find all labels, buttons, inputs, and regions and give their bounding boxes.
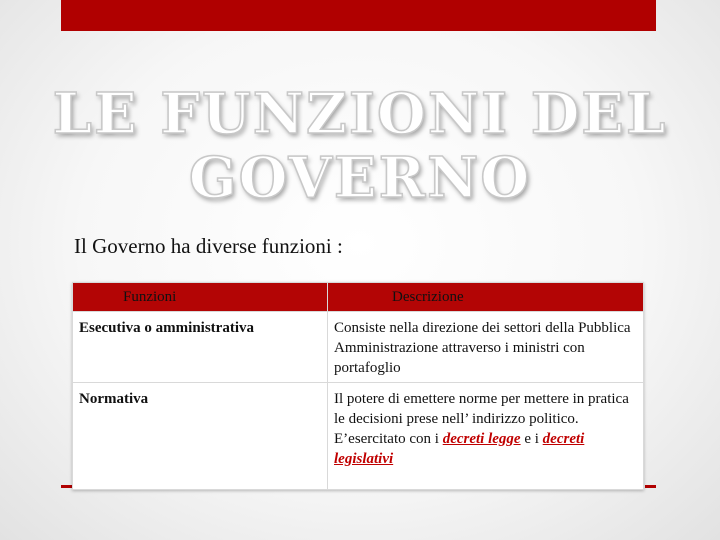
function-description xyxy=(328,383,644,490)
function-name: Normativa xyxy=(73,383,328,490)
description-text: Il potere di emettere norme per mettere in pratica le decisioni prese nell’ indirizzo politico. xyxy=(334,391,629,427)
functions-table xyxy=(72,282,644,490)
table-row xyxy=(73,312,644,383)
highlight-decreti-legge: decreti legge xyxy=(442,431,521,447)
header-funzioni: Funzioni xyxy=(73,283,328,312)
table-header-row xyxy=(73,283,644,312)
intro-text: Il Governo ha diverse funzioni : xyxy=(74,234,343,258)
left-accent-line xyxy=(61,485,72,488)
function-name: Esecutiva o amministrativa xyxy=(73,312,328,383)
function-description: Consiste nella direzione dei settori della Pubblica Amministrazione attraverso i ministri con portafoglio xyxy=(328,312,644,383)
header-descrizione: Descrizione xyxy=(328,283,644,312)
title-line-2: GOVERNO xyxy=(188,145,532,211)
description-text-3: e i xyxy=(520,431,543,447)
right-accent-line xyxy=(645,485,656,488)
top-accent-bar xyxy=(61,0,656,31)
slide-title xyxy=(0,82,720,210)
title-line-1: LE FUNZIONI DEL xyxy=(52,81,668,147)
table-row xyxy=(73,383,644,490)
highlight-decreti-legislativi: decreti legislativi xyxy=(334,431,585,467)
description-text-2: E’esercitato con i xyxy=(334,431,443,447)
